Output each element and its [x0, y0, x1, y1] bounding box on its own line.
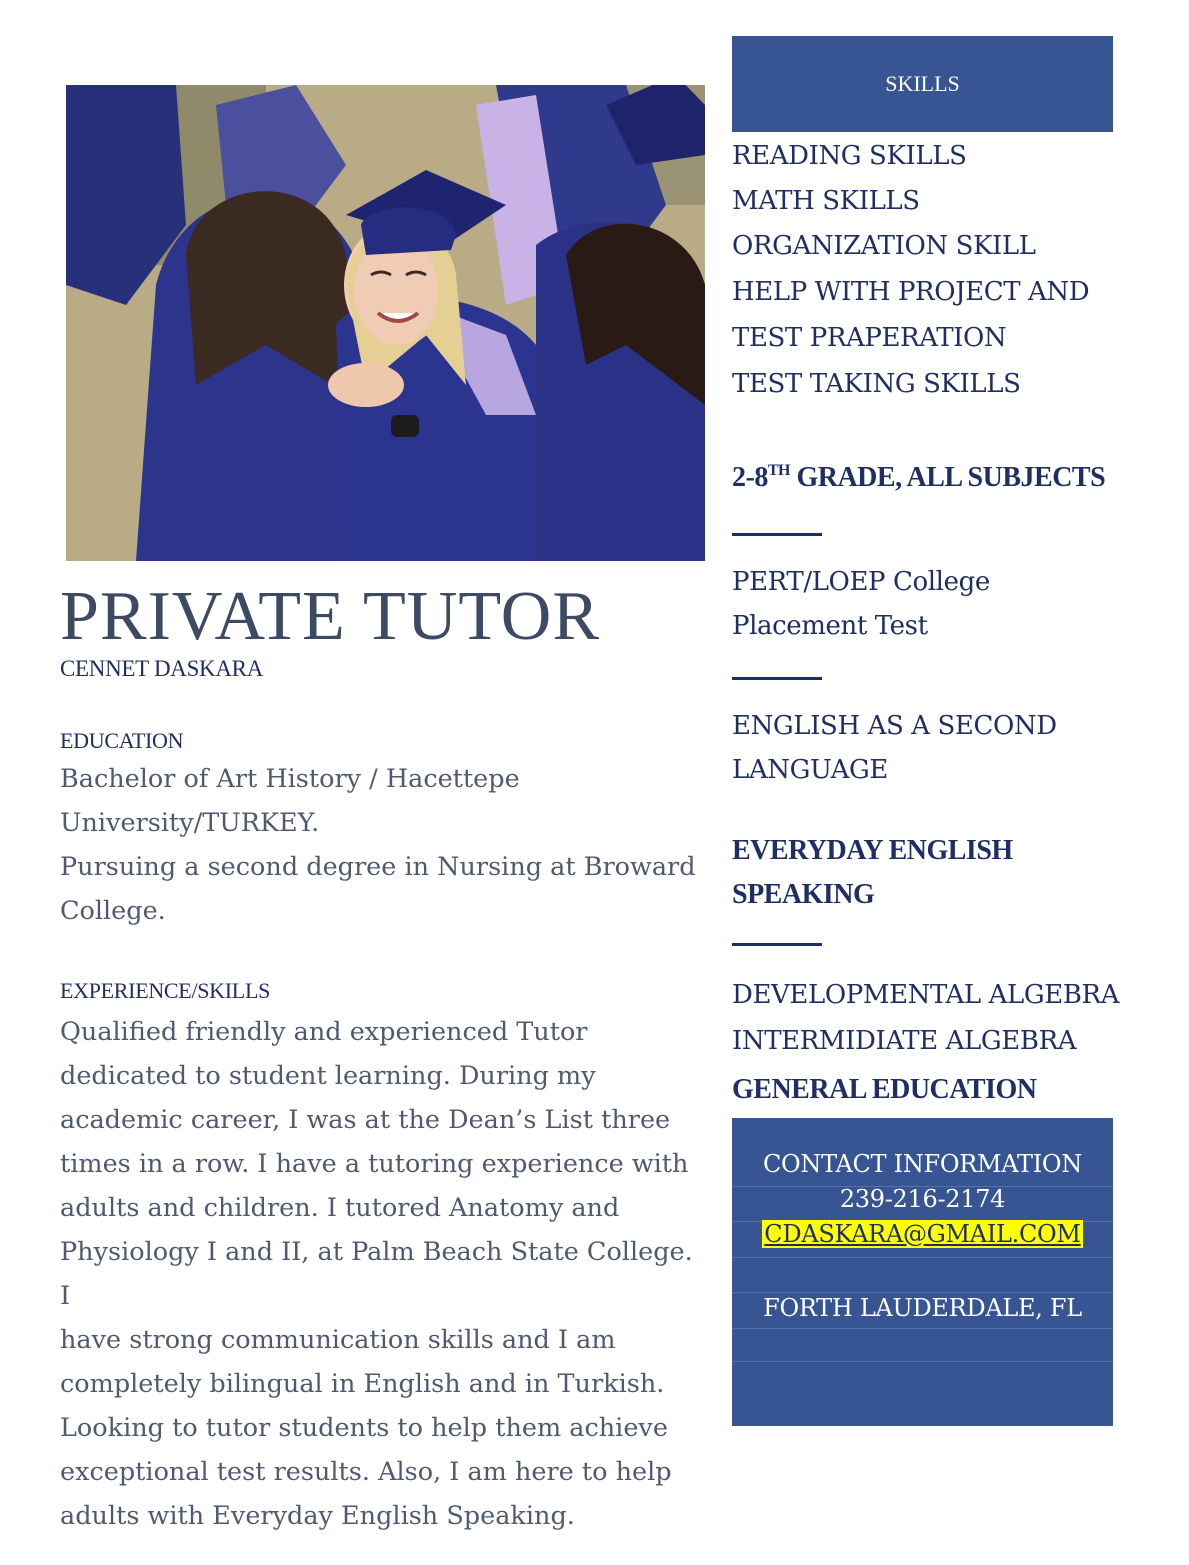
everyday-line: EVERYDAY ENGLISH	[732, 835, 1013, 866]
experience-line: dedicated to student learning. During my	[60, 1061, 596, 1091]
education-text	[60, 757, 710, 933]
pert-line: Placement Test	[732, 611, 928, 641]
row-line	[732, 1328, 1113, 1329]
contact-heading: CONTACT INFORMATION	[762, 1150, 1082, 1178]
experience-line: Qualified friendly and experienced Tutor	[60, 1017, 588, 1047]
education-line: Bachelor of Art History / Hacettepe	[60, 764, 520, 794]
skills-header-box	[732, 36, 1113, 132]
education-line: Pursuing a second degree in Nursing at Broward	[60, 852, 696, 882]
divider	[732, 677, 822, 680]
experience-line: academic career, I was at the Dean’s List three	[60, 1105, 671, 1135]
row-line	[732, 1257, 1113, 1258]
algebra-item: INTERMIDIATE ALGEBRA	[732, 1026, 1077, 1056]
experience-line: adults and children. I tutored Anatomy and	[60, 1193, 620, 1223]
page-title: PRIVATE TUTOR	[60, 578, 601, 655]
experience-line: Looking to tutor students to help them achieve	[60, 1413, 668, 1443]
row-line	[732, 1361, 1113, 1362]
skill-item: HELP WITH PROJECT AND	[732, 277, 1090, 307]
pert-line: PERT/LOEP College	[732, 567, 990, 597]
education-line: College.	[60, 896, 166, 926]
experience-line: have strong communication skills and I am	[60, 1325, 616, 1355]
esl-line: LANGUAGE	[732, 755, 888, 785]
skill-item: READING SKILLS	[732, 141, 967, 171]
education-line: University/TURKEY.	[60, 808, 320, 838]
experience-line: times in a row. I have a tutoring experience with	[60, 1149, 689, 1179]
pert-text	[732, 560, 1112, 648]
experience-line: completely bilingual in English and in Turkish.	[60, 1369, 665, 1399]
tutor-name: CENNET DASKARA	[60, 656, 264, 681]
skill-item: TEST PRAPERATION	[732, 323, 1007, 353]
experience-line: adults with Everyday English Speaking.	[60, 1501, 575, 1531]
row-line	[732, 1292, 1113, 1293]
divider	[732, 943, 822, 946]
esl-line: ENGLISH AS A SECOND	[732, 711, 1057, 741]
experience-heading: EXPERIENCE/SKILLS	[60, 978, 271, 1003]
experience-text	[60, 1010, 710, 1538]
contact-email-row	[732, 1220, 1113, 1248]
grade-superscript: TH	[767, 462, 790, 479]
grade-suffix: GRADE, ALL SUBJECTS	[789, 462, 1106, 493]
graduates-photo	[66, 85, 705, 561]
esl-text	[732, 704, 1112, 792]
contact-box	[732, 1118, 1113, 1426]
algebra-list	[732, 972, 1132, 1064]
skills-heading: SKILLS	[885, 71, 960, 96]
algebra-item: DEVELOPMENTAL ALGEBRA	[732, 980, 1120, 1010]
contact-location: FORTH LAUDERDALE, FL	[763, 1294, 1082, 1322]
general-education: GENERAL EDUCATION	[732, 1074, 1037, 1105]
everyday-english-text	[732, 829, 1112, 917]
skill-item: MATH SKILLS	[732, 186, 920, 216]
grade-heading	[732, 462, 1105, 494]
contact-phone: 239-216-2174	[839, 1185, 1006, 1213]
skill-item: ORGANIZATION SKILL	[732, 231, 1036, 261]
divider	[732, 533, 822, 536]
experience-line: exceptional test results. Also, I am here to help	[60, 1457, 672, 1487]
education-heading: EDUCATION	[60, 728, 184, 753]
skills-list	[732, 133, 1132, 407]
grade-prefix: 2-8	[732, 462, 768, 493]
skill-item: TEST TAKING SKILLS	[732, 369, 1021, 399]
everyday-line: SPEAKING	[732, 879, 875, 910]
graduates-illustration	[66, 85, 705, 561]
email-link[interactable]: CDASKARA@GMAIL.COM	[764, 1220, 1081, 1248]
experience-line: Physiology I and II, at Palm Beach State College. I	[60, 1237, 693, 1311]
